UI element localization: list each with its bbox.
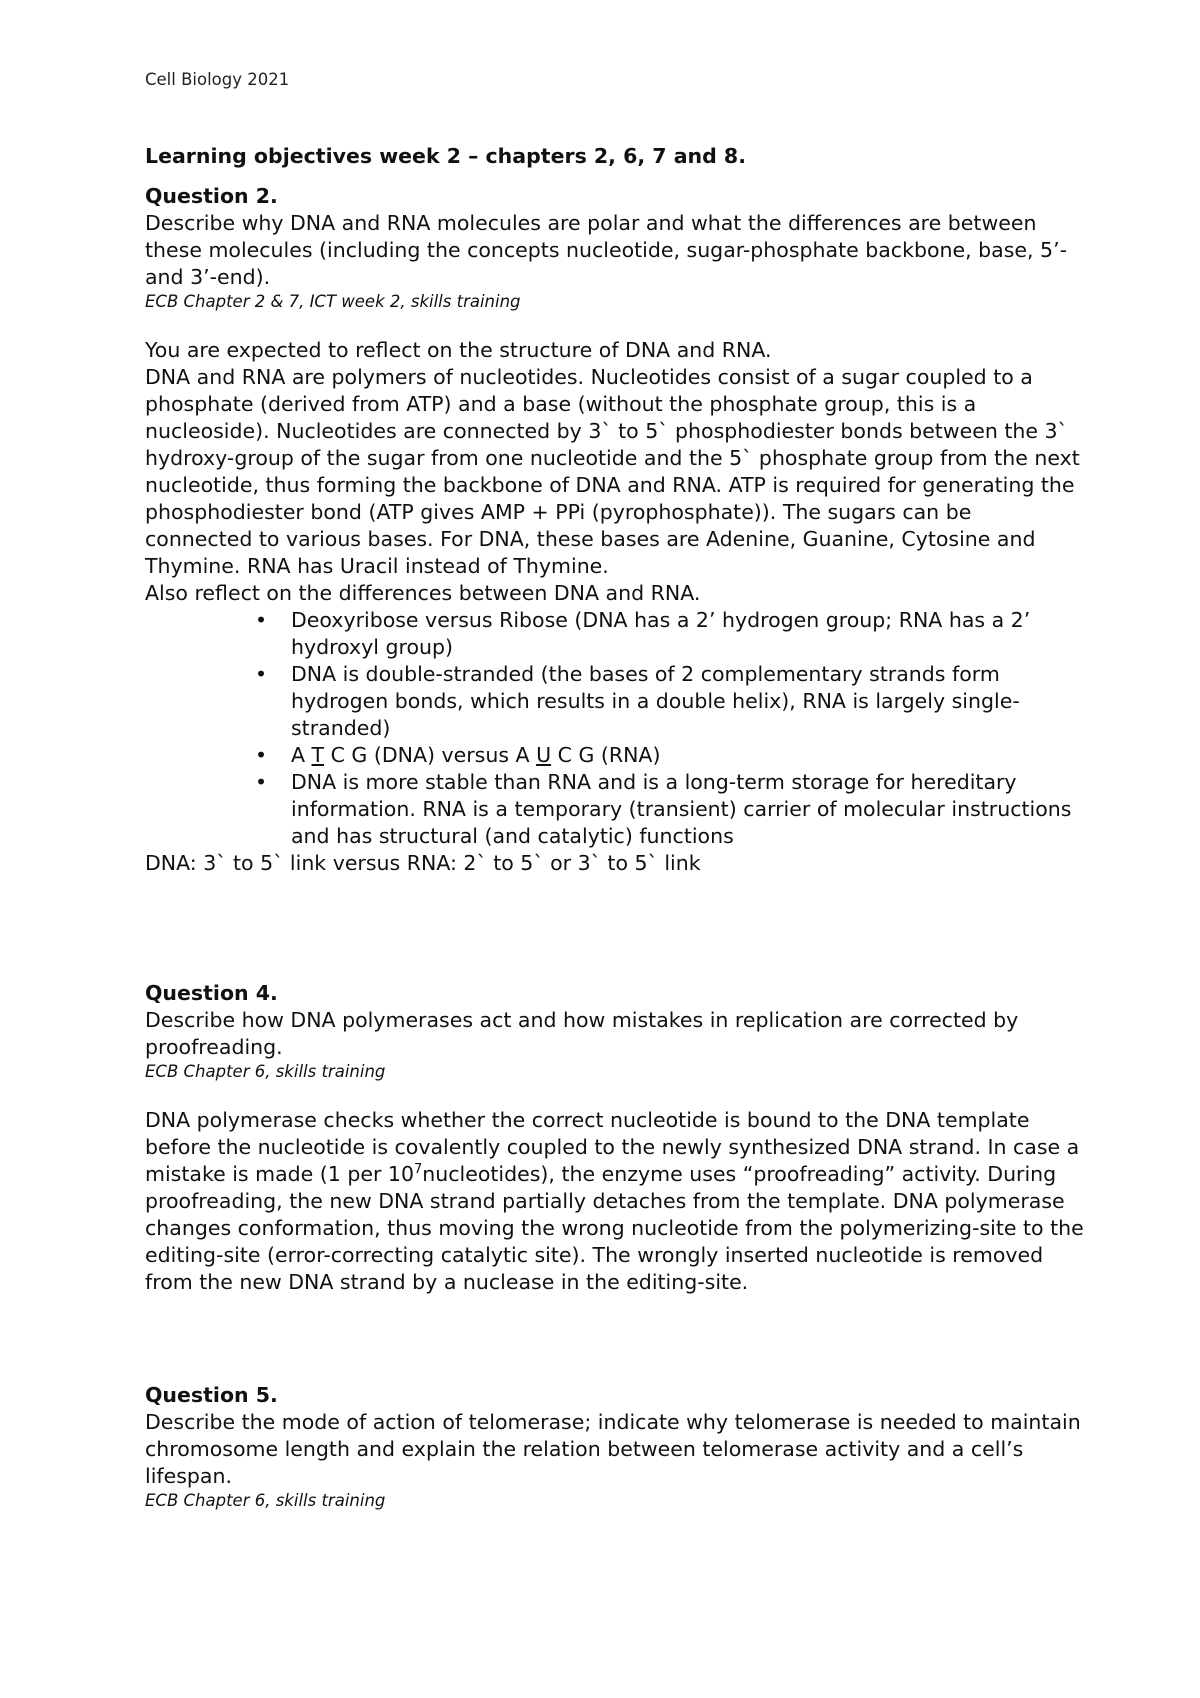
question-2-intro: You are expected to reflect on the structure of DNA and RNA. xyxy=(145,338,772,362)
bullet-icon: • xyxy=(255,743,268,767)
question-4-section xyxy=(145,980,1085,1296)
list-item: • DNA is more stable than RNA and is a long-term storage for hereditary information. RNA is a temporary (transient) carrier of molecular instructions and has structural (and catalytic) functions xyxy=(255,770,1072,848)
list-item: • A T C G (DNA) versus A U C G (RNA) xyxy=(255,743,661,767)
list-item: • Deoxyribose versus Ribose (DNA has a 2’ hydrogen group; RNA has a 2’ hydroxyl group) xyxy=(255,608,1031,659)
question-5-source: ECB Chapter 6, skills training xyxy=(145,1491,386,1510)
bullet-icon: • xyxy=(255,608,268,632)
differences-list xyxy=(145,607,1085,850)
question-2-link-note: DNA: 3` to 5` link versus RNA: 2` to 5` or 3` to 5` link xyxy=(145,851,701,875)
question-4-heading: Question 4. xyxy=(145,981,278,1005)
question-4-text: Describe how DNA polymerases act and how mistakes in replication are corrected by proofreading. xyxy=(145,1008,1019,1059)
page-header: Cell Biology 2021 xyxy=(145,70,290,89)
question-5-heading: Question 5. xyxy=(145,1383,278,1407)
list-item: • DNA is double-stranded (the bases of 2 complementary strands form hydrogen bonds, which results in a double helix), RNA is largely single-stranded) xyxy=(255,662,1020,740)
question-2-answer: DNA and RNA are polymers of nucleotides. Nucleotides consist of a sugar coupled to a phosphate (derived from ATP) and a base (without the phosphate group, this is a nucleoside). Nucleotides are connected by 3` to 5` phosphodiester bonds between the 3` hydroxy-group of the sugar from one nucleotide and the 5` phosphate group from the next nucleotide, thus forming the backbone of DNA and RNA. ATP is required for generating the phosphodiester bond (ATP gives AMP + PPi (pyrophosphate)). The sugars can be connected to various bases. For DNA, these bases are Adenine, Guanine, Cytosine and Thymine. RNA has Uracil instead of Thymine. xyxy=(145,365,1080,578)
question-2-text: Describe why DNA and RNA molecules are polar and what the differences are between these molecules (including the concepts nucleotide, sugar-phosphate backbone, base, 5’- and 3’-end). xyxy=(145,211,1067,289)
bullet-icon: • xyxy=(255,662,268,686)
question-2-source: ECB Chapter 2 & 7, ICT week 2, skills training xyxy=(145,292,521,311)
question-2-section xyxy=(145,183,1085,877)
question-2-heading: Question 2. xyxy=(145,184,278,208)
question-4-source: ECB Chapter 6, skills training xyxy=(145,1062,386,1081)
question-2-diff-intro: Also reflect on the differences between DNA and RNA. xyxy=(145,581,701,605)
question-5-section xyxy=(145,1382,1085,1512)
page-title: Learning objectives week 2 – chapters 2, 6, 7 and 8. xyxy=(145,144,746,168)
question-5-text: Describe the mode of action of telomerase; indicate why telomerase is needed to maintain chromosome length and explain the relation between telomerase activity and a cell’s lifespan. xyxy=(145,1410,1081,1488)
question-4-answer: DNA polymerase checks whether the correct nucleotide is bound to the DNA template before the nucleotide is covalently coupled to the newly synthesized DNA strand. In case a mistake is made (1 per $10^7nucleotides$), the enzyme uses “proofreading” activity. During proofreading, the new DNA strand partially detaches from the template. DNA polymerase changes conformation, thus moving the wrong nucleotide from the polymerizing-site to the editing-site (error-correcting catalytic site). The wrongly inserted nucleotide is removed from the new DNA strand by a nuclease in the editing-site. xyxy=(145,1108,1084,1294)
bullet-icon: • xyxy=(255,770,268,794)
